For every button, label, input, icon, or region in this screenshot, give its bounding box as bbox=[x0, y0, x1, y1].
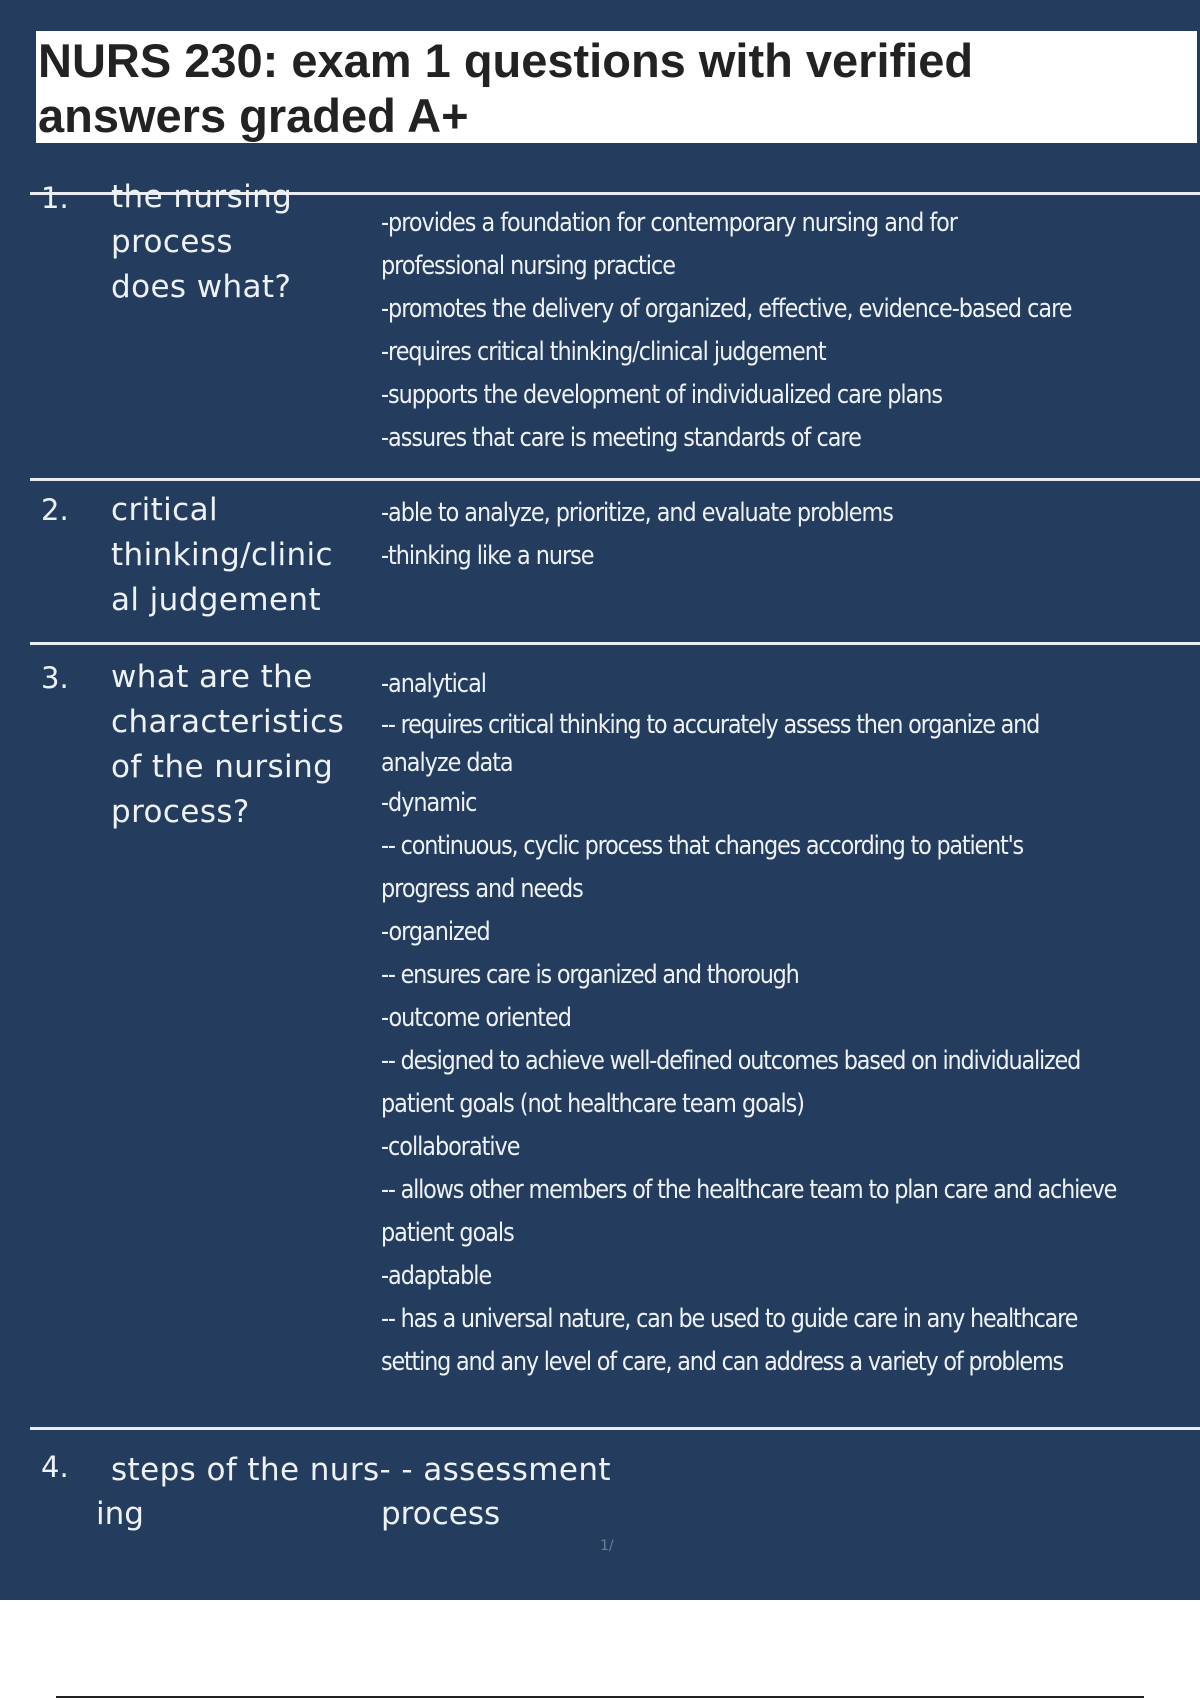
answer-line: patient goals (not healthcare team goals) bbox=[381, 1089, 804, 1119]
question-line: what are the bbox=[111, 659, 313, 695]
answer-line: analyze data bbox=[381, 748, 513, 778]
answer-line: process bbox=[381, 1496, 501, 1532]
question-text: steps of the nurs- - assessment bbox=[111, 1452, 611, 1488]
answer-line: -dynamic bbox=[381, 788, 477, 818]
answer-line: -- requires critical thinking to accurately assess then organize and bbox=[381, 710, 1040, 740]
question-line: critical bbox=[111, 492, 219, 528]
question-line: characteristics bbox=[111, 704, 345, 740]
answer-line: -supports the development of individualized care plans bbox=[381, 380, 943, 410]
qa-row-1 bbox=[30, 179, 1200, 478]
answer-text bbox=[381, 202, 1196, 460]
question-line: thinking/clinic bbox=[111, 537, 333, 573]
answer-line: setting and any level of care, and can address a variety of problems bbox=[381, 1347, 1063, 1377]
question-text bbox=[111, 655, 381, 835]
question-line: ing bbox=[96, 1496, 144, 1532]
question-line: does what? bbox=[111, 269, 292, 305]
answer-line: -- has a universal nature, can be used to guide care in any healthcare bbox=[381, 1304, 1078, 1334]
answer-line: -assures that care is meeting standards of care bbox=[381, 423, 861, 453]
document-title bbox=[38, 33, 1195, 143]
question-line: of the nursing bbox=[111, 749, 334, 785]
page-number: 1/ bbox=[600, 1538, 614, 1554]
answer-line: -- allows other members of the healthcare team to plan care and achieve bbox=[381, 1175, 1117, 1205]
answer-line: patient goals bbox=[381, 1218, 514, 1248]
answer-line: -collaborative bbox=[381, 1132, 520, 1162]
question-text bbox=[111, 488, 381, 623]
qa-table bbox=[30, 179, 1200, 1580]
qa-row-3 bbox=[30, 645, 1200, 1427]
question-number: 4. bbox=[41, 1450, 69, 1484]
title-line-1: NURS 230: exam 1 questions with verified bbox=[38, 34, 974, 87]
question-line: the nursing bbox=[111, 179, 293, 215]
answer-line: -outcome oriented bbox=[381, 1003, 571, 1033]
answer-line: -- designed to achieve well-defined outcomes based on individualized bbox=[381, 1046, 1081, 1076]
title-line-2: answers graded A+ bbox=[38, 89, 469, 142]
qa-row-2 bbox=[30, 481, 1200, 642]
footer-rule bbox=[56, 1696, 1144, 1698]
answer-text bbox=[381, 492, 1196, 578]
answer-line: progress and needs bbox=[381, 874, 583, 904]
answer-line: -adaptable bbox=[381, 1261, 492, 1291]
qa-row-4 bbox=[30, 1430, 1200, 1580]
answer-line: -requires critical thinking/clinical judgement bbox=[381, 337, 826, 367]
answer-line: -organized bbox=[381, 917, 490, 947]
question-number: 2. bbox=[41, 493, 69, 527]
question-number: 1. bbox=[41, 181, 69, 215]
answer-text bbox=[381, 663, 1196, 1384]
title-box bbox=[36, 31, 1197, 143]
answer-line: professional nursing practice bbox=[381, 251, 675, 281]
question-text bbox=[111, 175, 381, 310]
question-number: 3. bbox=[41, 661, 69, 695]
question-line: process? bbox=[111, 794, 250, 830]
answer-line: -able to analyze, prioritize, and evaluate problems bbox=[381, 498, 893, 528]
answer-line: -thinking like a nurse bbox=[381, 541, 594, 571]
answer-line: -- continuous, cyclic process that changes according to patient's bbox=[381, 831, 1023, 861]
answer-line: -provides a foundation for contemporary nursing and for bbox=[381, 208, 957, 238]
question-line: process bbox=[111, 224, 233, 260]
answer-line: -- ensures care is organized and thorough bbox=[381, 960, 799, 990]
question-line: al judgement bbox=[111, 582, 322, 618]
answer-line: -promotes the delivery of organized, effective, evidence-based care bbox=[381, 294, 1072, 324]
answer-line: -analytical bbox=[381, 669, 486, 699]
